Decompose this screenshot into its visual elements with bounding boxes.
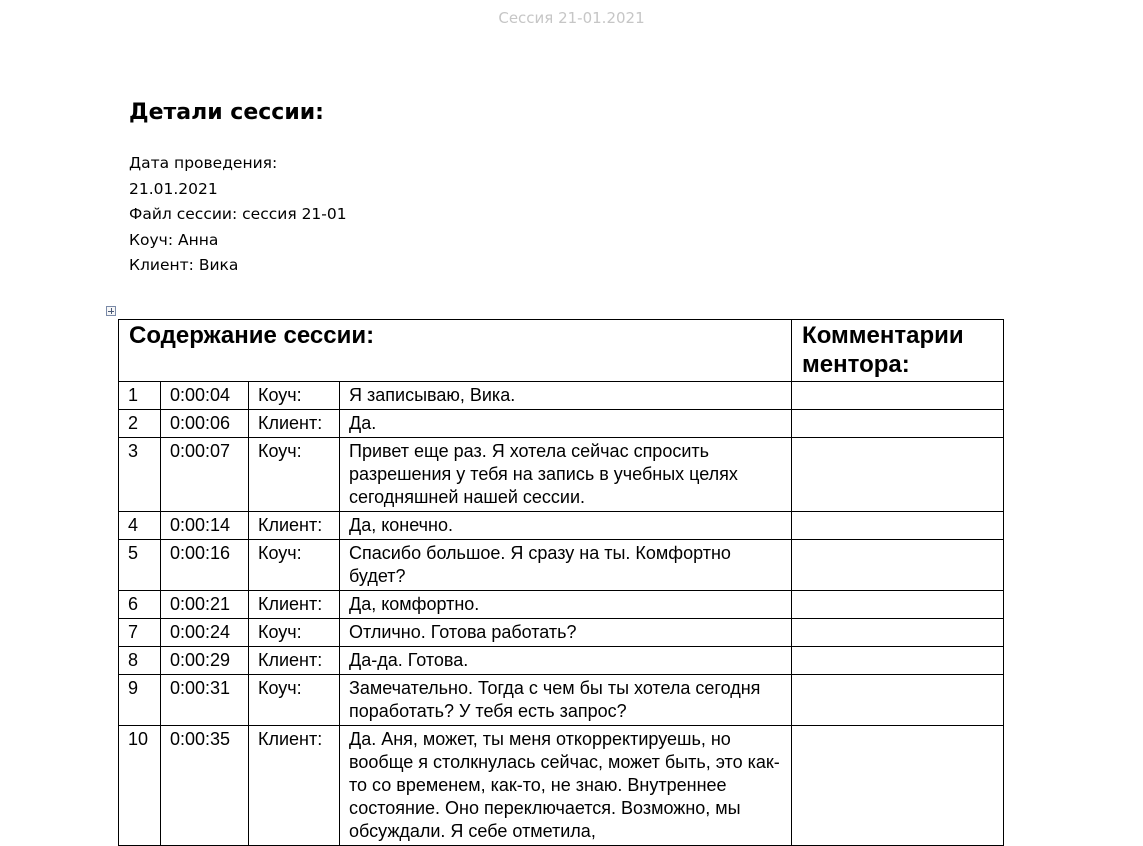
row-timestamp: 0:00:16 [161,540,249,591]
mentor-comment-cell[interactable] [792,619,1004,647]
mentor-comment-cell[interactable] [792,512,1004,540]
row-number: 3 [119,438,161,512]
row-utterance: Я записываю, Вика. [340,382,792,410]
table-row [119,410,1004,438]
session-details-heading: Детали сессии: [129,100,324,125]
table-header-row [119,320,1004,382]
row-number: 4 [119,512,161,540]
session-details [129,152,347,280]
row-timestamp: 0:00:31 [161,675,249,726]
row-utterance: Замечательно. Тогда с чем бы ты хотела сегодня поработать? У тебя есть запрос? [340,675,792,726]
row-timestamp: 0:00:35 [161,726,249,846]
row-number: 6 [119,591,161,619]
row-timestamp: 0:00:21 [161,591,249,619]
table-row [119,438,1004,512]
mentor-comment-cell[interactable] [792,675,1004,726]
row-speaker: Коуч: [249,382,340,410]
session-content-header: Содержание сессии: [119,320,792,382]
row-utterance: Да-да. Готова. [340,647,792,675]
row-utterance: Спасибо большое. Я сразу на ты. Комфортно будет? [340,540,792,591]
row-number: 9 [119,675,161,726]
row-timestamp: 0:00:06 [161,410,249,438]
row-number: 1 [119,382,161,410]
table-row [119,619,1004,647]
row-speaker: Клиент: [249,591,340,619]
row-utterance: Да, конечно. [340,512,792,540]
mentor-comment-cell[interactable] [792,647,1004,675]
row-number: 8 [119,647,161,675]
row-utterance: Да, комфортно. [340,591,792,619]
row-speaker: Коуч: [249,540,340,591]
page-header: Сессия 21-01.2021 [498,9,645,27]
mentor-comment-cell[interactable] [792,382,1004,410]
mentor-comment-cell[interactable] [792,410,1004,438]
mentor-comment-cell[interactable] [792,438,1004,512]
row-number: 5 [119,540,161,591]
date-label: Дата проведения: [129,154,278,172]
table-row [119,647,1004,675]
session-file-line: Файл сессии: сессия 21-01 [129,205,347,223]
table-move-handle-icon[interactable] [106,306,116,316]
client-line: Клиент: Вика [129,256,239,274]
table-row [119,540,1004,591]
table-row [119,591,1004,619]
row-number: 10 [119,726,161,846]
session-transcript-table [118,319,1004,846]
row-speaker: Клиент: [249,410,340,438]
row-number: 7 [119,619,161,647]
row-timestamp: 0:00:07 [161,438,249,512]
row-speaker: Коуч: [249,619,340,647]
row-number: 2 [119,410,161,438]
mentor-comment-cell[interactable] [792,540,1004,591]
mentor-comment-cell[interactable] [792,726,1004,846]
coach-line: Коуч: Анна [129,230,219,249]
table-row [119,382,1004,410]
row-utterance: Да. Аня, может, ты меня откорректируешь, но вообще я столкнулась сейчас, может быть, это как-то со временем, как-то, не знаю. Внутреннее состояние. Оно переключается. Возможно, мы обсуждали. Я себе отметила, [340,726,792,846]
mentor-comment-cell[interactable] [792,591,1004,619]
row-utterance: Отлично. Готова работать? [340,619,792,647]
table-row [119,726,1004,846]
row-speaker: Коуч: [249,675,340,726]
mentor-comments-header: Комментарии ментора: [792,320,1004,382]
row-speaker: Клиент: [249,512,340,540]
row-timestamp: 0:00:29 [161,647,249,675]
row-speaker: Клиент: [249,647,340,675]
row-speaker: Коуч: [249,438,340,512]
table-row [119,512,1004,540]
row-timestamp: 0:00:14 [161,512,249,540]
row-utterance: Привет еще раз. Я хотела сейчас спросить разрешения у тебя на запись в учебных целях сегодняшней нашей сессии. [340,438,792,512]
table-row [119,675,1004,726]
row-speaker: Клиент: [249,726,340,846]
row-timestamp: 0:00:24 [161,619,249,647]
row-utterance: Да. [340,410,792,438]
row-timestamp: 0:00:04 [161,382,249,410]
date-value: 21.01.2021 [129,179,218,198]
